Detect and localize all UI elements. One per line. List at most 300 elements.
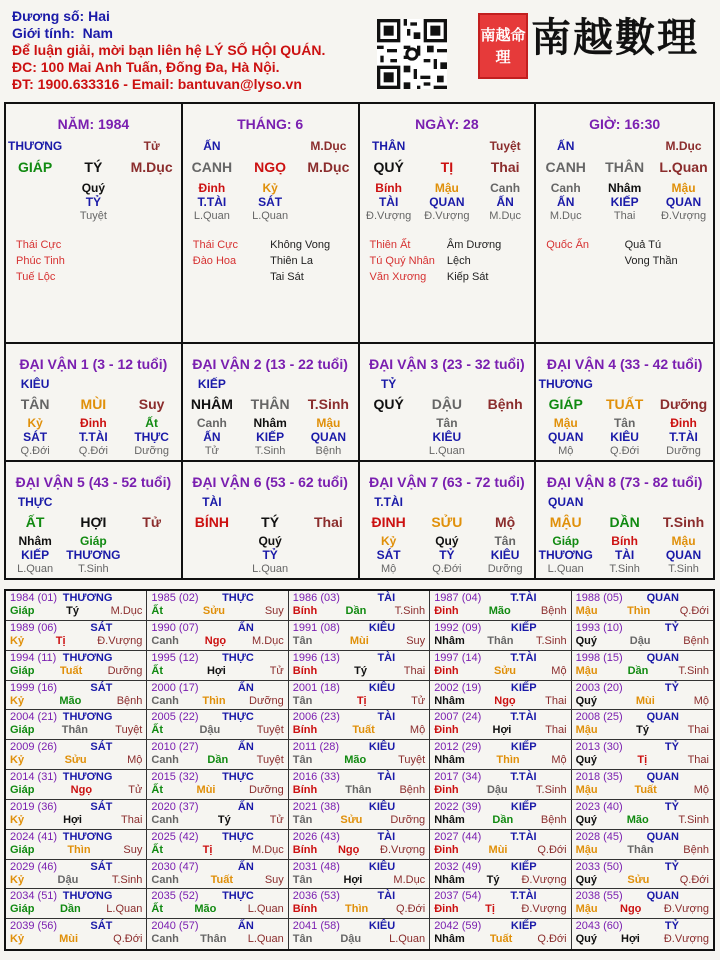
annual-branch: Dần (627, 664, 649, 677)
annual-cell[interactable] (6, 800, 147, 830)
annual-cell[interactable] (147, 621, 288, 651)
chart-value: Mậu (434, 181, 459, 195)
annual-stem: Đinh (434, 724, 459, 737)
chart-value: Tuyệt (79, 210, 107, 222)
chart-value: ẤN (557, 139, 575, 153)
annual-branch: Thìn (627, 605, 651, 617)
annual-cell[interactable] (147, 681, 288, 711)
annual-branch: Thìn (345, 903, 369, 916)
cell-title: ĐẠI VẬN 5 (43 - 52 tuổi) (15, 474, 172, 490)
annual-year: 2003 (20) (575, 681, 623, 694)
chart-value: KIÊU (610, 430, 639, 444)
chart-value: Kỷ (380, 534, 397, 548)
annual-branch: Tị (356, 694, 367, 707)
annual-cell[interactable] (430, 740, 571, 770)
annual-line (151, 814, 283, 827)
dai-van-cell[interactable] (536, 344, 713, 462)
dai-van-cell[interactable] (536, 462, 713, 578)
chart-row (536, 377, 713, 391)
bad-stars (625, 237, 703, 269)
annual-line (10, 754, 142, 767)
annual-god: THỰC (222, 711, 254, 724)
annual-stem: Đinh (434, 605, 459, 617)
annual-line (434, 861, 566, 874)
chart-value: Tử (204, 445, 219, 457)
annual-branch: Thân (627, 843, 654, 856)
good-star: Tú Quý Nhân (369, 255, 435, 267)
annual-branch: Ngọ (620, 903, 642, 916)
annual-line (10, 844, 142, 857)
chart-value: Ất (145, 416, 158, 430)
chart-value: TÂN (20, 396, 50, 412)
annual-phase: M.Dục (110, 605, 143, 617)
annual-cell[interactable] (430, 889, 571, 919)
sex-line (12, 25, 325, 42)
annual-stem: Bính (292, 903, 318, 916)
chart-row (360, 195, 535, 209)
annual-god: KIÊU (368, 681, 396, 694)
chart-value (183, 548, 241, 562)
annual-cell[interactable] (572, 860, 713, 890)
chart-value: TÝ (261, 514, 280, 530)
good-star: Phúc Tinh (16, 255, 65, 267)
chart-value: Kỷ (262, 181, 278, 195)
chart-value (241, 495, 299, 509)
annual-phase: L.Quan (247, 933, 284, 946)
annual-line (10, 784, 142, 797)
annual-cell[interactable] (147, 651, 288, 681)
annual-branch: Tý (66, 605, 79, 617)
annual-line (151, 844, 283, 857)
annual-cell[interactable] (572, 681, 713, 711)
annual-year: 1993 (10) (575, 621, 623, 634)
annual-branch: Thân (200, 933, 227, 946)
annual-phase: Thai (687, 724, 709, 737)
annual-cell[interactable] (430, 710, 571, 740)
annual-line (576, 784, 709, 797)
chart-row (536, 430, 713, 444)
chart-value (476, 444, 534, 458)
annual-line (293, 754, 425, 767)
annual-cell[interactable] (430, 830, 571, 860)
annual-line (434, 682, 566, 695)
annual-cell[interactable] (289, 770, 430, 800)
annual-phase: Đ.Vượng (380, 843, 426, 856)
dai-van-cell[interactable] (360, 462, 537, 578)
chart-value: KIẾP (197, 377, 226, 391)
annual-cell[interactable] (430, 860, 571, 890)
chart-value: Canh (196, 416, 227, 430)
annual-phase: Tuyệt (256, 754, 284, 767)
annual-god: KIẾP (510, 860, 537, 873)
chart-value: Quý (258, 534, 282, 548)
annual-cell[interactable] (430, 591, 571, 621)
chart-value (476, 430, 534, 444)
chart-value: Suy (138, 396, 165, 412)
annual-line (10, 890, 142, 903)
chart-value: DẬU (431, 396, 463, 412)
annual-branch: Tý (636, 724, 649, 737)
annual-year: 2004 (21) (10, 711, 58, 724)
chart-value: Nhâm (253, 416, 287, 430)
annual-line (434, 665, 566, 678)
annual-line (10, 741, 142, 754)
dai-van-cell[interactable] (183, 462, 360, 578)
annual-phase: T.Sinh (536, 634, 567, 647)
annual-line (151, 861, 283, 874)
chart-value: Canh (490, 181, 521, 195)
pillar-cell[interactable] (183, 104, 360, 344)
chart-row (183, 548, 358, 562)
annual-year: 2025 (42) (151, 830, 199, 843)
chart-row (6, 195, 181, 209)
annual-cell[interactable] (147, 860, 288, 890)
annual-stem: Ất (151, 843, 163, 856)
annual-cell[interactable] (6, 591, 147, 621)
annual-year: 1994 (11) (10, 651, 57, 664)
annual-cell[interactable] (289, 681, 430, 711)
annual-cell[interactable] (430, 800, 571, 830)
annual-stem: Mậu (575, 664, 598, 677)
annual-cell[interactable] (6, 710, 147, 740)
annual-line (434, 724, 566, 737)
chart-value: TỶ (262, 548, 278, 562)
chart-value: Tuyệt (489, 139, 521, 153)
annual-line (576, 861, 709, 874)
annual-stem: Mậu (575, 843, 598, 856)
annual-stem: Kỷ (10, 634, 25, 647)
chart-value: Mộ (495, 514, 516, 530)
annual-line (10, 682, 142, 695)
chart-value: L.Quan (252, 563, 289, 575)
annual-god: TỶ (664, 920, 679, 933)
annual-line (293, 622, 425, 635)
annual-cell[interactable] (289, 621, 430, 651)
dai-van-cell[interactable] (6, 462, 183, 578)
chart-value: TÀI (202, 495, 222, 509)
header-info (12, 8, 325, 93)
annual-phase: T.Sinh (678, 813, 709, 826)
annual-line (293, 711, 425, 724)
annual-cell[interactable] (147, 740, 288, 770)
annual-branch: Mùi (349, 634, 369, 647)
chart-value: THỰC (134, 430, 169, 444)
annual-line (434, 890, 566, 903)
annual-stem: Tân (292, 634, 313, 647)
annual-phase: Bệnh (399, 784, 426, 796)
chart-value: Bệnh (315, 445, 342, 457)
chart-value: T.Sinh (254, 445, 286, 457)
chart-value: TUẤT (605, 396, 644, 412)
annual-cell[interactable] (289, 710, 430, 740)
chart-value: ẤT (25, 514, 45, 530)
annual-cell[interactable] (6, 740, 147, 770)
annual-phase: Dưỡng (107, 664, 143, 677)
annual-branch: Tị (485, 903, 495, 916)
chart-value: Mậu (671, 181, 696, 195)
annual-stem: Kỷ (10, 754, 25, 767)
annual-branch: Mão (626, 813, 649, 826)
annual-line (576, 771, 709, 784)
annual-cell[interactable] (572, 800, 713, 830)
annual-phase: Bệnh (540, 605, 567, 617)
chart-value: Mậu (316, 416, 341, 430)
annual-cell[interactable] (6, 681, 147, 711)
annual-god: ẤN (237, 681, 254, 694)
annual-stem: Đinh (434, 664, 459, 677)
chart-value (183, 562, 241, 576)
annual-cell[interactable] (572, 591, 713, 621)
annual-year: 1987 (04) (434, 592, 482, 604)
annual-god: QUAN (646, 830, 679, 843)
annual-cell[interactable] (6, 860, 147, 890)
chart-value (64, 495, 122, 509)
chart-value: BÍNH (194, 514, 229, 530)
chart-value (595, 139, 654, 153)
chart-value: THỰC (17, 495, 53, 509)
annual-line (576, 724, 709, 737)
annual-cell[interactable] (289, 919, 430, 949)
annual-branch: Tý (354, 664, 367, 677)
annual-god: THƯƠNG (62, 890, 113, 903)
annual-phase: Tử (269, 664, 284, 677)
annual-stem: Nhâm (434, 813, 465, 826)
chart-value: TỶ (85, 195, 102, 209)
annual-branch: Tị (202, 843, 213, 856)
chart-value (6, 195, 64, 209)
annual-god: KIẾP (510, 920, 537, 933)
annual-cell[interactable] (147, 710, 288, 740)
annual-stem: Nhâm (434, 873, 465, 886)
chart-value: HỢI (80, 514, 107, 530)
annual-line (10, 933, 142, 946)
annual-line (151, 933, 283, 946)
annual-cell[interactable] (572, 621, 713, 651)
chart-value (299, 209, 357, 223)
chart-row (360, 377, 535, 391)
dai-van-cell[interactable] (360, 344, 537, 462)
annual-year: 1991 (08) (292, 621, 340, 634)
good-star: Thái Cực (16, 239, 62, 251)
chart-value (241, 139, 299, 153)
annual-cell[interactable] (572, 740, 713, 770)
chart-value: Đinh (670, 416, 697, 430)
bad-stars (93, 237, 170, 285)
annual-cell[interactable] (147, 770, 288, 800)
annual-line (576, 711, 709, 724)
annual-line (576, 903, 709, 916)
star-list (6, 237, 181, 285)
annual-cell[interactable] (430, 651, 571, 681)
annual-line (10, 920, 142, 933)
annual-line (151, 605, 283, 618)
bad-star: Kiếp Sát (446, 271, 489, 283)
annual-cell[interactable] (430, 919, 571, 949)
annual-branch: Ngọ (204, 634, 227, 647)
annual-line (434, 635, 566, 648)
annual-cell[interactable] (572, 889, 713, 919)
annual-branch: Hợi (343, 873, 363, 886)
chart-value (299, 548, 357, 562)
annual-god: TỶ (664, 621, 679, 634)
annual-cell[interactable] (289, 800, 430, 830)
annual-branch: Dần (59, 903, 81, 916)
annual-line (10, 771, 142, 784)
chart-value: Tử (142, 514, 161, 530)
dai-van-cell[interactable] (6, 344, 183, 462)
chart-row (536, 181, 713, 195)
annual-cell[interactable] (147, 800, 288, 830)
annual-year: 2016 (33) (292, 771, 340, 783)
annual-cell[interactable] (289, 860, 430, 890)
chart-row (183, 139, 358, 153)
annual-year: 1996 (13) (292, 651, 340, 664)
chart-value: ĐINH (371, 514, 406, 530)
chart-row (183, 562, 358, 576)
qr-code-icon[interactable] (377, 19, 447, 89)
annual-god: KIẾP (510, 800, 537, 813)
phone-line: ĐT: 1900.633316 - Email: bantuvan@lyso.vn (12, 76, 302, 92)
annual-phase: Bệnh (116, 694, 143, 707)
annual-cell[interactable] (572, 919, 713, 949)
annual-phase: Tử (411, 694, 426, 707)
chart-row (6, 444, 181, 458)
annual-cell[interactable] (147, 591, 288, 621)
annual-god: QUAN (646, 771, 679, 783)
annual-phase: Đ.Vượng (97, 634, 143, 647)
annual-stem: Mậu (575, 903, 598, 916)
annual-cell[interactable] (289, 889, 430, 919)
annual-year: 2018 (35) (575, 771, 623, 783)
annual-cell[interactable] (6, 830, 147, 860)
annual-branch: Ngọ (337, 843, 360, 856)
annual-line (293, 605, 425, 618)
chart-value: THƯƠNG (538, 377, 593, 391)
annual-cell[interactable] (6, 889, 147, 919)
chart-value: THƯƠNG (538, 548, 593, 562)
annual-god: KIẾP (510, 741, 537, 754)
annual-branch: Tuất (489, 933, 513, 946)
chart-row (183, 416, 358, 430)
annual-line (576, 754, 709, 767)
annual-line (576, 920, 709, 933)
annual-god: THƯƠNG (62, 711, 113, 724)
chart-row (6, 159, 181, 175)
annual-branch: Sửu (627, 873, 650, 886)
annual-line (151, 695, 283, 708)
annual-stem: Kỷ (10, 694, 25, 707)
annual-cell[interactable] (289, 740, 430, 770)
annual-cell[interactable] (572, 770, 713, 800)
annual-line (576, 801, 709, 814)
pillar-cell[interactable] (536, 104, 713, 344)
chart-row (183, 159, 358, 175)
annual-year: 1998 (15) (575, 651, 623, 664)
brand-logo: 南越數理 (531, 14, 699, 61)
annual-line (293, 903, 425, 916)
annual-cell[interactable] (289, 830, 430, 860)
annual-stem: Ất (151, 664, 163, 677)
chart-value: Q.Đới (610, 445, 640, 457)
annual-cell[interactable] (147, 830, 288, 860)
annual-cell[interactable] (147, 919, 288, 949)
annual-branch: Tuất (634, 784, 657, 796)
annual-cell[interactable] (6, 621, 147, 651)
annual-stem: Đinh (434, 903, 459, 916)
annual-cell[interactable] (6, 919, 147, 949)
annual-year: 1986 (03) (292, 592, 340, 604)
chart-value: Đinh (198, 181, 226, 195)
chart-value (418, 495, 476, 509)
annual-line (151, 741, 283, 754)
annual-cell[interactable] (6, 651, 147, 681)
chart-value: TỶ (439, 548, 455, 562)
annual-cell[interactable] (430, 681, 571, 711)
annual-cell[interactable] (147, 889, 288, 919)
annual-cell[interactable] (572, 651, 713, 681)
annual-year: 2005 (22) (151, 711, 199, 724)
chart-value (299, 377, 357, 391)
chart-value (595, 495, 654, 509)
annual-line (434, 711, 566, 724)
annual-year: 2010 (27) (151, 741, 199, 754)
annual-phase: Tuyệt (256, 724, 284, 737)
good-star: Thái Cực (192, 239, 239, 251)
annual-branch: Thìn (496, 754, 520, 767)
annual-branch: Mão (488, 605, 511, 617)
annual-cell[interactable] (289, 651, 430, 681)
chart-value: M.Dục (549, 210, 582, 222)
annual-branch: Hợi (206, 664, 226, 677)
annual-stem: Nhâm (434, 933, 465, 946)
annual-line (434, 920, 566, 933)
annual-year: 1995 (12) (151, 651, 199, 664)
annual-stem: Kỷ (10, 813, 25, 826)
annual-cell[interactable] (430, 770, 571, 800)
annual-cell[interactable] (6, 770, 147, 800)
annual-cell[interactable] (572, 710, 713, 740)
annual-cell[interactable] (289, 591, 430, 621)
chart-value (123, 209, 181, 223)
good-star: Tuế Lộc (16, 271, 56, 283)
annual-branch: Mùi (196, 784, 216, 796)
annual-line (576, 652, 709, 665)
chart-value: T.Sinh (662, 514, 705, 530)
annual-phase: Bệnh (540, 813, 567, 826)
annual-year: 1992 (09) (434, 621, 482, 634)
annual-line (10, 665, 142, 678)
chart-value: Q.Đới (432, 563, 462, 575)
annual-god: TỶ (664, 860, 679, 873)
annual-cell[interactable] (572, 830, 713, 860)
annual-phase: M.Dục (252, 634, 284, 647)
chart-row (183, 534, 358, 548)
chart-row (536, 562, 713, 576)
annual-branch: Hợi (492, 724, 512, 737)
annual-phase: Thai (545, 694, 567, 707)
pillar-cell[interactable] (360, 104, 537, 344)
annual-phase: Đ.Vượng (663, 933, 709, 946)
pillar-cell[interactable] (6, 104, 183, 344)
annual-phase: Q.Đới (679, 605, 709, 617)
cell-title: ĐẠI VẬN 6 (53 - 62 tuổi) (192, 474, 348, 490)
annual-line (293, 890, 425, 903)
dai-van-cell[interactable] (183, 344, 360, 462)
annual-year: 2034 (51) (10, 890, 58, 903)
annual-god: TÀI (377, 830, 396, 843)
annual-branch: Mùi (635, 694, 655, 707)
annual-cell[interactable] (430, 621, 571, 651)
